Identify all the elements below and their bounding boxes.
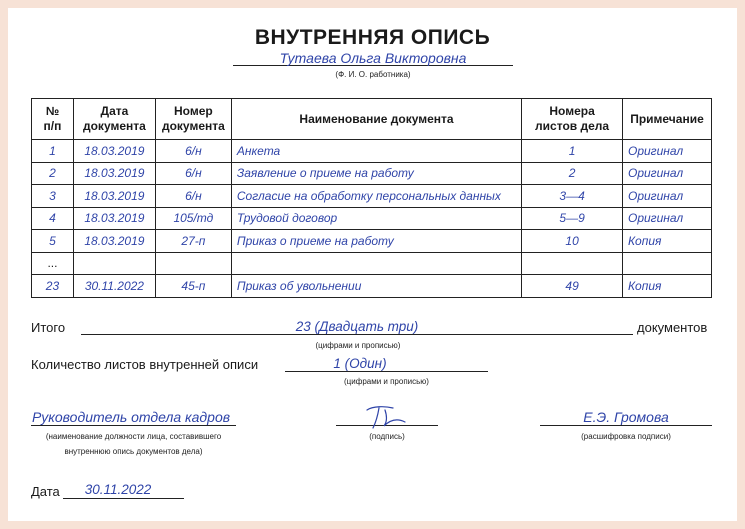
total-value: 23 (Двадцать три) — [295, 319, 419, 334]
cell-number: 5 — [32, 230, 74, 253]
table-row — [32, 185, 712, 208]
cell-note: Оригинал — [622, 162, 711, 185]
inventory-table — [31, 98, 712, 298]
position-caption-1: (наименование должности лица, составившего — [45, 432, 222, 441]
cell-sheet-numbers: 2 — [522, 162, 623, 185]
header-doc-name: Наименование документа — [231, 99, 521, 140]
cell-doc-name: Заявление о приеме на работу — [231, 162, 521, 185]
table-row — [32, 140, 712, 163]
cell-doc-number: 105/тд — [155, 207, 231, 230]
cell-note: Оригинал — [622, 140, 711, 163]
cell-number: 1 — [32, 140, 74, 163]
cell-doc-number: 27-п — [155, 230, 231, 253]
table-header-row — [32, 99, 712, 140]
cell-doc-name: Трудовой договор — [231, 207, 521, 230]
cell-doc-number — [155, 252, 231, 275]
cell-date: 18.03.2019 — [73, 140, 155, 163]
sheets-label: Количество листов внутренней описи — [31, 357, 259, 372]
table-row — [32, 162, 712, 185]
cell-note: Копия — [622, 275, 711, 298]
cell-doc-name: Анкета — [231, 140, 521, 163]
cell-doc-number: 6/н — [155, 162, 231, 185]
cell-note: Оригинал — [622, 185, 711, 208]
cell-number: ... — [32, 252, 74, 275]
cell-date: 18.03.2019 — [73, 185, 155, 208]
cell-doc-name: Приказ о приеме на работу — [231, 230, 521, 253]
cell-note: Копия — [622, 230, 711, 253]
cell-sheet-numbers: 49 — [522, 275, 623, 298]
handwritten-signature — [363, 404, 411, 430]
header-number: № п/п — [32, 99, 74, 140]
cell-doc-number: 6/н — [155, 140, 231, 163]
position-value: Руководитель отдела кадров — [31, 409, 231, 425]
total-label: Итого — [31, 320, 66, 335]
decoding-caption: (расшифровка подписи) — [581, 432, 671, 441]
employee-caption: (Ф. И. О. работника) — [335, 70, 411, 79]
cell-date: 18.03.2019 — [73, 230, 155, 253]
cell-sheet-numbers: 10 — [522, 230, 623, 253]
table-row — [32, 207, 712, 230]
cell-sheet-numbers — [522, 252, 623, 275]
sheets-value: 1 (Один) — [333, 356, 387, 371]
decoding-value: Е.Э. Громова — [583, 409, 669, 425]
document-sheet — [8, 8, 737, 521]
header-note: Примечание — [622, 99, 711, 140]
total-caption: (цифрами и прописью) — [315, 341, 401, 350]
employee-name: Тутаева Ольга Викторовна — [279, 50, 467, 66]
position-caption-2: внутреннюю опись документов дела) — [64, 447, 203, 456]
cell-doc-name: Согласие на обработку персональных данных — [231, 185, 521, 208]
cell-sheet-numbers: 5—9 — [522, 207, 623, 230]
cell-note — [622, 252, 711, 275]
date-label: Дата — [31, 484, 60, 499]
cell-number: 3 — [32, 185, 74, 208]
cell-date: 30.11.2022 — [73, 275, 155, 298]
cell-sheet-numbers: 1 — [522, 140, 623, 163]
table-row — [32, 275, 712, 298]
cell-date — [73, 252, 155, 275]
cell-number: 4 — [32, 207, 74, 230]
cell-doc-name — [231, 252, 521, 275]
cell-number: 23 — [32, 275, 74, 298]
cell-doc-number: 6/н — [155, 185, 231, 208]
header-doc-number: Номер документа — [155, 99, 231, 140]
cell-date: 18.03.2019 — [73, 207, 155, 230]
cell-note: Оригинал — [622, 207, 711, 230]
cell-number: 2 — [32, 162, 74, 185]
sheets-caption: (цифрами и прописью) — [344, 377, 429, 386]
date-value: 30.11.2022 — [84, 482, 152, 497]
total-suffix: документов — [637, 320, 708, 335]
table-row — [32, 230, 712, 253]
cell-doc-name: Приказ об увольнении — [231, 275, 521, 298]
cell-date: 18.03.2019 — [73, 162, 155, 185]
sign-caption: (подпись) — [369, 432, 405, 441]
cell-sheet-numbers: 3—4 — [522, 185, 623, 208]
document-title: ВНУТРЕННЯЯ ОПИСЬ — [254, 26, 491, 49]
header-sheet-numbers: Номера листов дела — [522, 99, 623, 140]
header-date: Дата документа — [73, 99, 155, 140]
table-row-ellipsis — [32, 252, 712, 275]
cell-doc-number: 45-п — [155, 275, 231, 298]
